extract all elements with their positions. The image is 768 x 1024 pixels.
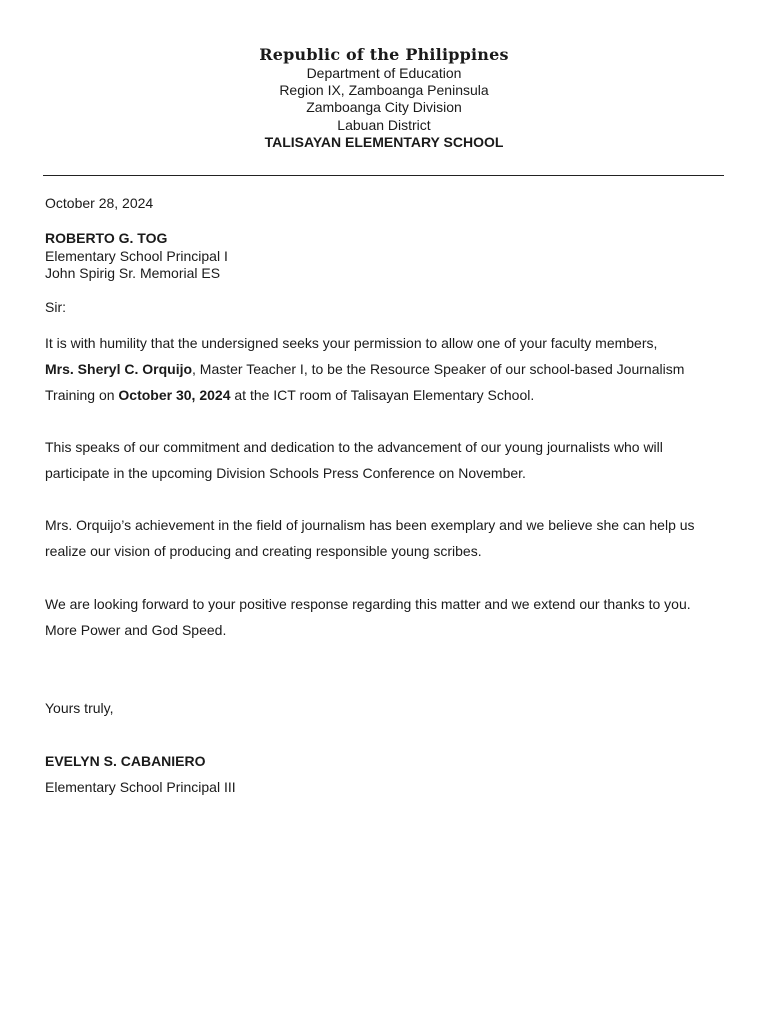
letter-date: October 28, 2024	[45, 195, 154, 211]
recipient-name: ROBERTO G. TOG	[45, 230, 168, 246]
closing-line: Yours truly,	[45, 700, 114, 716]
paragraph-5-text: More Power and God Speed.	[45, 622, 227, 638]
signer-title: Elementary School Principal III	[45, 779, 236, 795]
header-divider	[43, 175, 724, 176]
salutation: Sir:	[45, 299, 66, 315]
paragraph-1-middle: , Master Teacher I, to be the Resource Speaker of our school-based Journalism Training on	[45, 361, 685, 403]
paragraph-1-end: at the ICT room of Talisayan Elementary School.	[230, 387, 535, 403]
division-line: Zamboanga City Division	[306, 99, 462, 116]
recipient-school: John Spirig Sr. Memorial ES	[45, 265, 221, 281]
department-line: Department of Education	[306, 65, 462, 81]
body-paragraph-4	[45, 591, 725, 643]
speaker-name: Mrs. Sheryl C. Orquijo	[45, 361, 193, 377]
school-name: TALISAYAN ELEMENTARY SCHOOL	[264, 133, 504, 150]
district-line: Labuan District	[337, 116, 431, 133]
recipient-block	[45, 230, 725, 283]
letterhead	[0, 45, 768, 151]
training-date: October 30, 2024	[118, 387, 231, 403]
region-line: Region IX, Zamboanga Peninsula	[279, 82, 489, 99]
paragraph-4-text: We are looking forward to your positive response regarding this matter and we extend our thanks to you.	[45, 596, 691, 612]
recipient-title: Elementary School Principal I	[45, 247, 228, 264]
paragraph-1-intro: It is with humility that the undersigned seeks your permission to allow one of your faculty members,	[45, 335, 658, 351]
body-paragraph-3: Mrs. Orquijo’s achievement in the field of journalism has been exemplary and we believe she can help us realize our vision of producing and creating responsible young scribes.	[45, 517, 695, 559]
body-paragraph-1	[45, 330, 725, 408]
republic-heading: Republic of the Philippines	[259, 45, 509, 64]
body-paragraph-2: This speaks of our commitment and dedication to the advancement of our young journalists who will participate in the upcoming Division Schools Press Conference on November.	[45, 439, 663, 481]
signer-name: EVELYN S. CABANIERO	[45, 753, 206, 769]
